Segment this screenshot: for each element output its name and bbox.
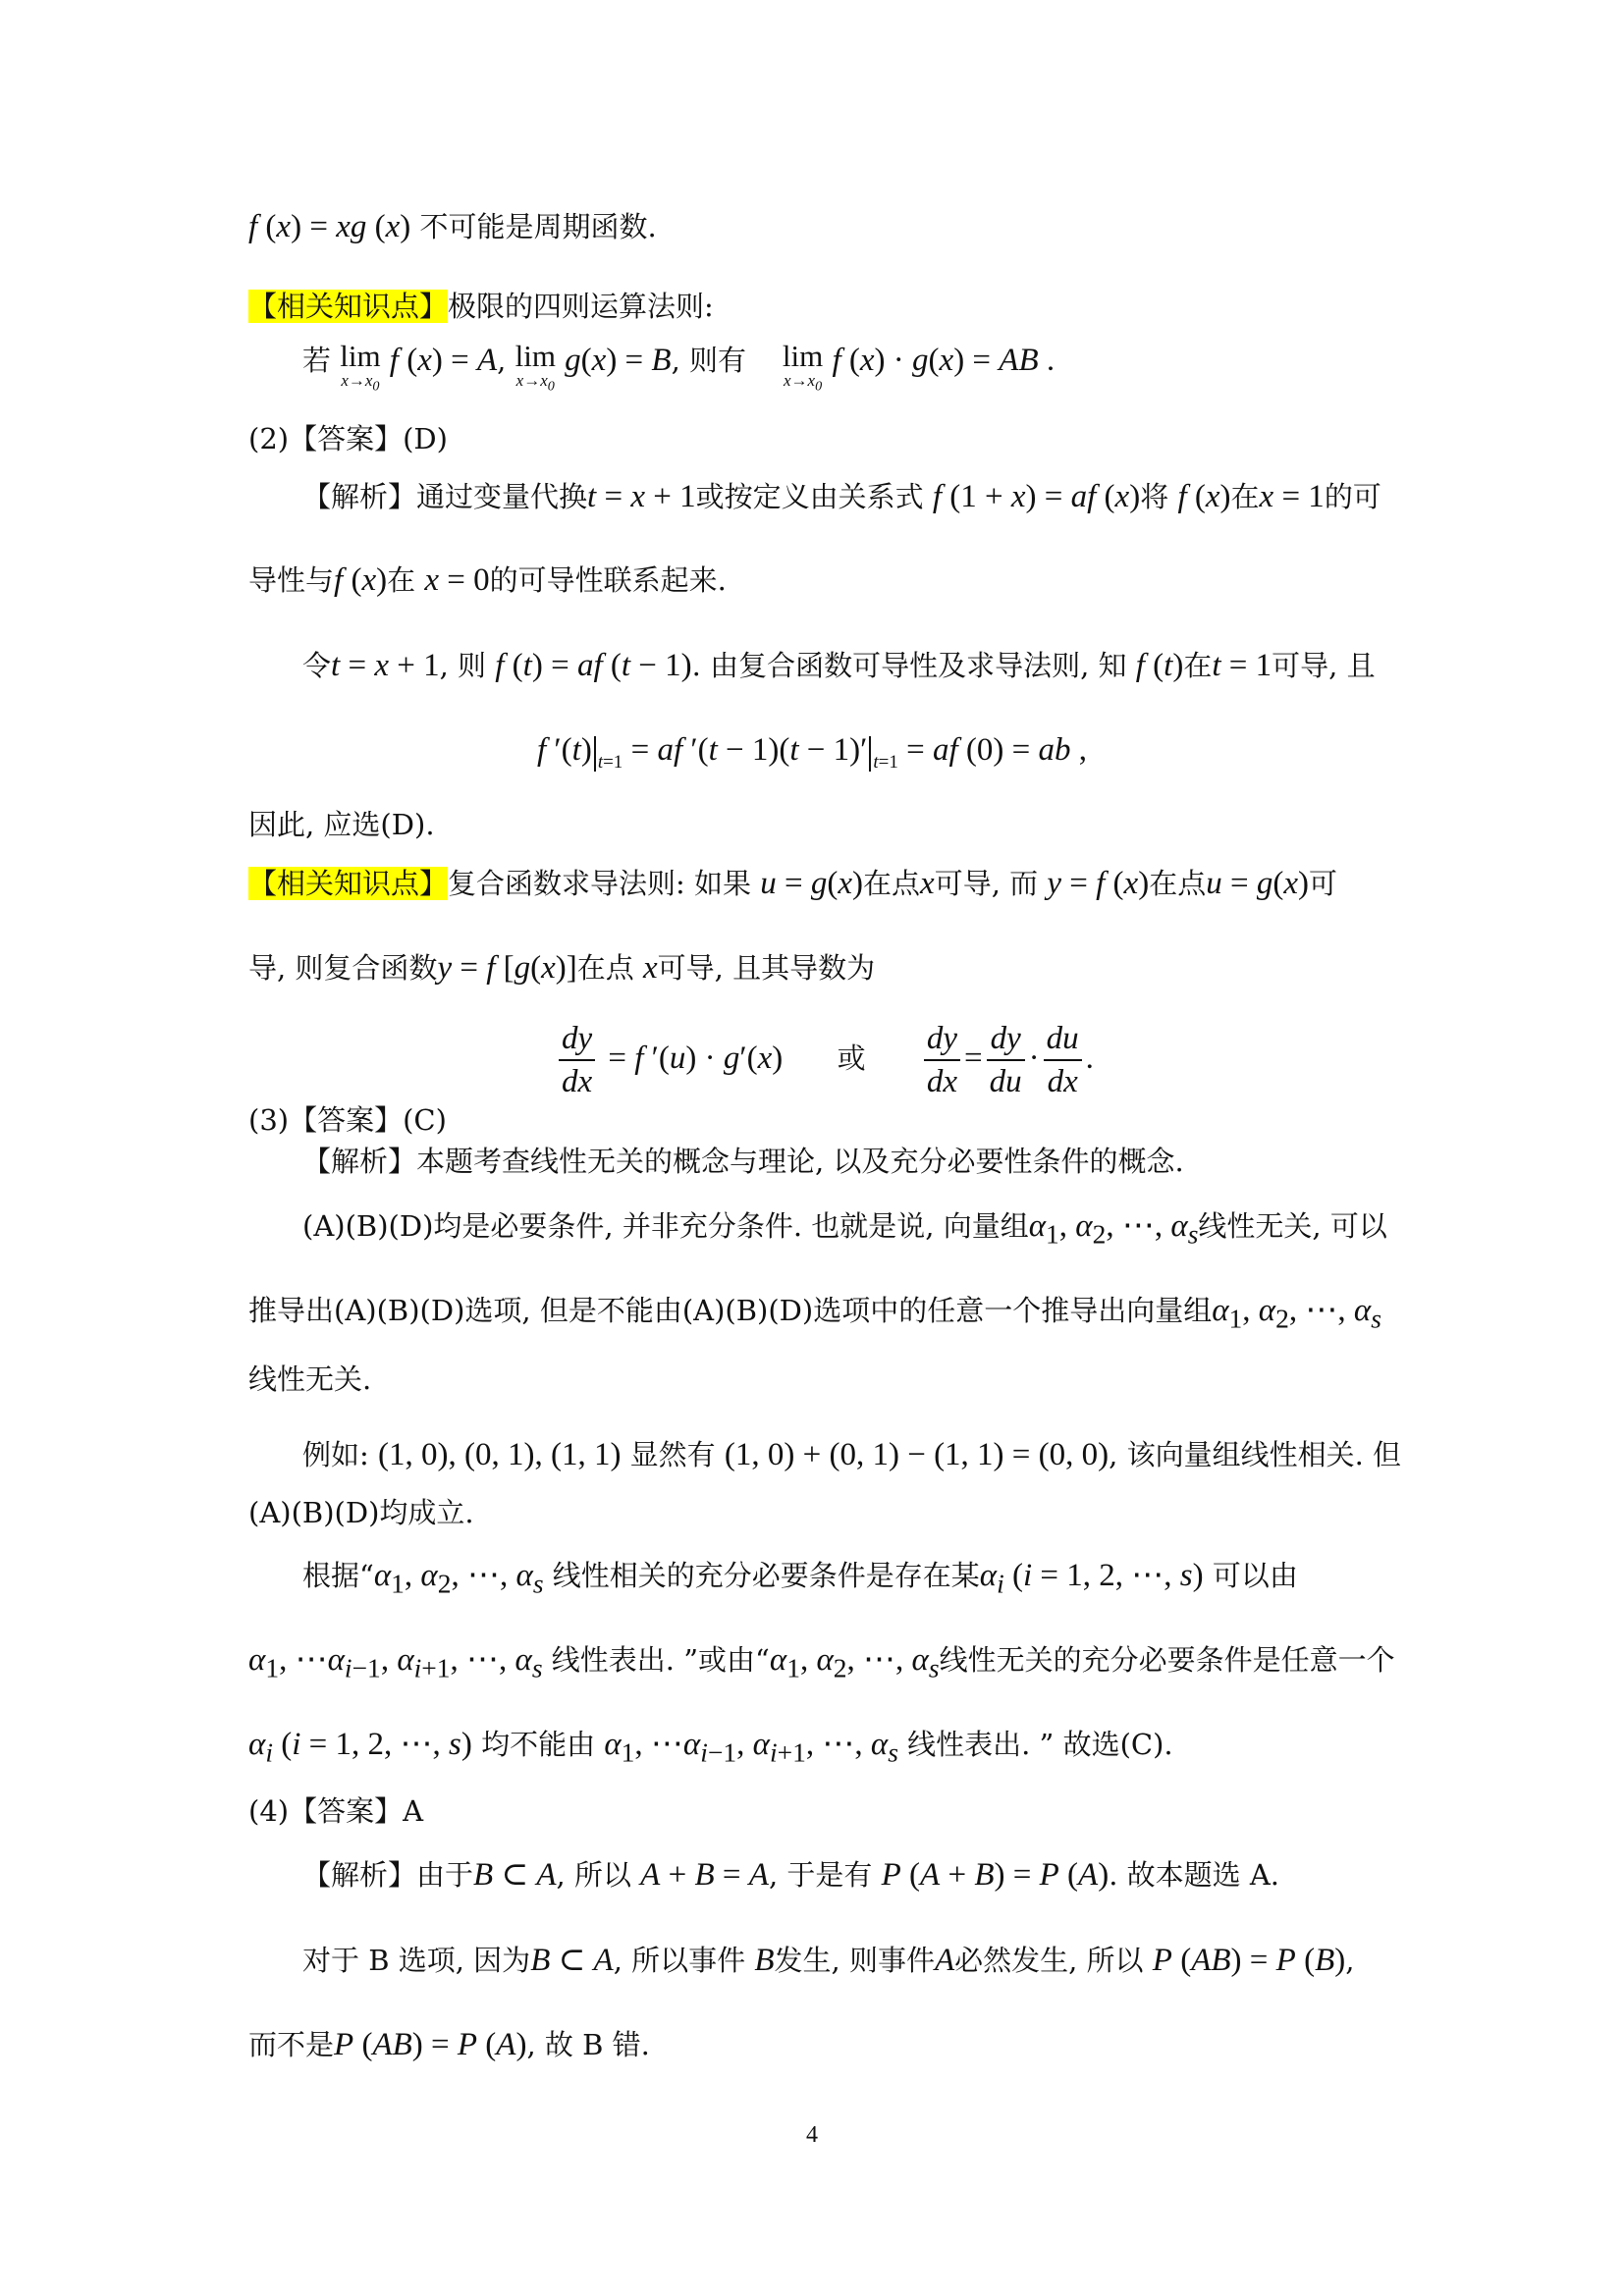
text-line: 推导出(A)(B)(D)选项, 但是不能由(A)(B)(D)选项中的任意一个推导出向量组$\alpha_1$, $\alpha_2$, ⋯, $\alpha_s$ — [248, 1293, 1381, 1334]
formula-line: 若 lim $x\to x_0$ f (x) = A, lim $x\to x_0$ g(x) = B, 则有 lim $x\to x_0$ f (x) · g(x) = AB . — [302, 339, 1056, 395]
formula-line: f ′(t) $_{t=1}$ = af ′(t − 1)(t − 1)′ $_{t=1}$ = af (0) = ab , — [537, 732, 1087, 773]
text-line: 导, 则复合函数y = f [g(x)]在点 x可导, 且其导数为 — [248, 950, 876, 986]
text-line: 令t = x + 1, 则 f (t) = af (t − 1). 由复合函数可导性及求导法则, 知 f (t)在t = 1可导, 且 — [302, 648, 1376, 683]
text-line: 线性无关. — [248, 1362, 372, 1396]
text-line: 【解析】本题考查线性无关的概念与理论, 以及充分必要性条件的概念. — [302, 1145, 1184, 1178]
text-line: 【解析】由于B ⊂ A, 所以 A + B = A, 于是有 P (A + B) = P (A). 故本题选 A. — [302, 1857, 1280, 1893]
text-line: (A)(B)(D)均是必要条件, 并非充分条件. 也就是说, 向量组$\alpha_1$, $\alpha_2$, ⋯, $\alpha_s$线性无关, 可以 — [302, 1208, 1387, 1250]
answer-heading: (2)【答案】(D) — [248, 422, 448, 455]
text-line: 根据“$\alpha_1$, $\alpha_2$, ⋯, $\alpha_s$ 线性相关的充分必要条件是存在某$\alpha_i$ (i = 1, 2, ⋯, s) 可以由 — [302, 1558, 1298, 1599]
knowledge-point-label: 【相关知识点】 — [248, 867, 449, 900]
knowledge-point-label: 【相关知识点】 — [248, 290, 449, 323]
text-line: 对于 B 选项, 因为B ⊂ A, 所以事件 B发生, 则事件A必然发生, 所以 P (AB) = P (B), — [302, 1943, 1355, 1978]
answer-heading: (3)【答案】(C) — [248, 1103, 447, 1137]
text-line: 而不是P (AB) = P (A), 故 B 错. — [248, 2027, 650, 2062]
text-line: (A)(B)(D)均成立. — [248, 1496, 474, 1529]
answer-heading: (4)【答案】A — [248, 1794, 424, 1828]
text-line: 导性与f (x)在 x = 0的可导性联系起来. — [248, 562, 727, 598]
page-number: 4 — [806, 2122, 818, 2148]
formula-line: $\frac{dy}{dx}$ = f ′(u) · g′(x) 或 $\frac{dy}{dx}$ = $\frac{dy}{du}$ · $\frac{du}{dx}$ . — [0, 1014, 1624, 1106]
text-line: $\alpha_1$, $\cdots\alpha_{i-1}$, $\alpha_{i+1}$, ⋯, $\alpha_s$ 线性表出. ”或由“$\alpha_1$, $\alpha_2$, ⋯, $\alpha_s$线性无关的充分必要条件是任意一个 — [248, 1642, 1395, 1683]
text-line: $\alpha_i$ (i = 1, 2, ⋯, s) 均不能由 $\alpha_1$, $\cdots\alpha_{i-1}$, $\alpha_{i+1}$, ⋯, $\alpha_s$ 线性表出. ” 故选(C). — [248, 1727, 1173, 1768]
text-line: 【相关知识点】极限的四则运算法则: — [248, 290, 714, 323]
text-line: f (x) = xg (x) 不可能是周期函数. — [248, 209, 657, 244]
text-line: 【相关知识点】复合函数求导法则: 如果 u = g(x)在点x可导, 而 y = f (x)在点u = g(x)可 — [248, 866, 1338, 901]
text-line: 因此, 应选(D). — [248, 808, 435, 841]
text-line: 【解析】通过变量代换t = x + 1或按定义由关系式 f (1 + x) = af (x)将 f (x)在x = 1的可 — [302, 479, 1381, 514]
text-line: 例如: (1, 0), (0, 1), (1, 1) 显然有 (1, 0) + (0, 1) − (1, 1) = (0, 0), 该向量组线性相关. 但 — [302, 1437, 1402, 1472]
